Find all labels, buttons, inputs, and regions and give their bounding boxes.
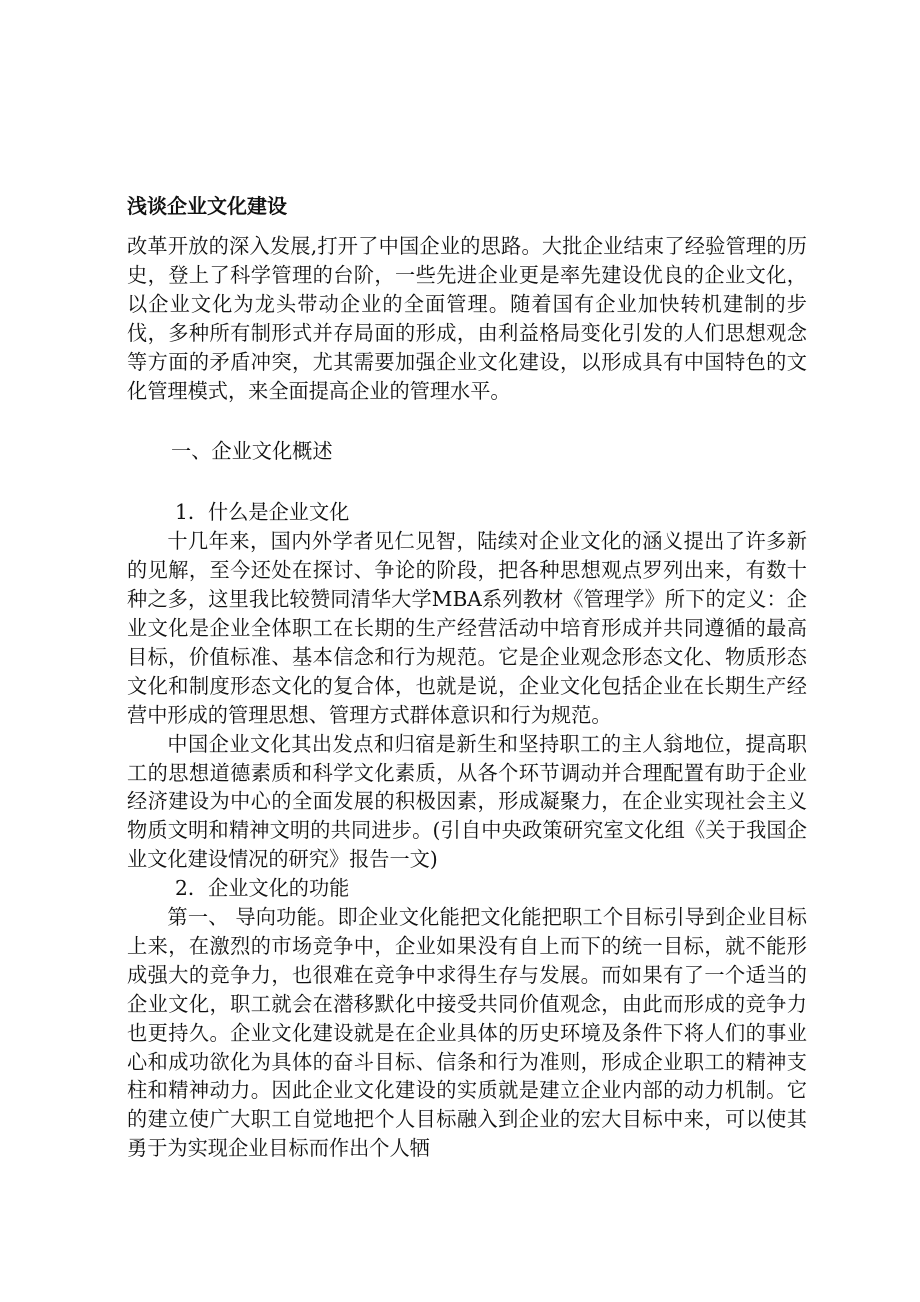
subsection-heading-functions: 2．企业文化的功能: [175, 876, 350, 901]
section-heading-overview: 一、企业文化概述: [171, 439, 333, 464]
paragraph-definition: 十几年来，国内外学者见仁见智，陆续对企业文化的涵义提出了许多新的见解，至今还处在探讨、争论的阶段，把各种思想观点罗列出来，有数十种之多，这里我比较赞同清华大学MBA系列教材《管理学》所下的定义：企业文化是企业全体职工在长期的生产经营活动中培育形成并共同遵循的最高目标，价值标准、基本信念和行为规范。它是企业观念形态文化、物质形态文化和制度形态文化的复合体，也就是说，企业文化包括企业在长期生产经营中形成的管理思想、管理方式群体意识和行为规范。: [127, 529, 807, 727]
subsection-heading-definition: 1．什么是企业文化: [175, 500, 350, 525]
intro-paragraph: 改革开放的深入发展,打开了中国企业的思路。大批企业结束了经验管理的历史，登上了科学管理的台阶，一些先进企业更是率先建设优良的企业文化，以企业文化为龙头带动企业的全面管理。随着国有企业加快转机建制的步伐，多种所有制形式并存局面的形成，由利益格局变化引发的人们思想观念等方面的矛盾冲突，尤其需要加强企业文化建设，以形成具有中国特色的文化管理模式，来全面提高企业的管理水平。: [127, 234, 807, 403]
paragraph-guidance-function: 第一、 导向功能。即企业文化能把文化能把职工个目标引导到企业目标上来，在激烈的市场竞争中，企业如果没有自上而下的统一目标，就不能形成强大的竞争力，也很难在竞争中求得生存与发展。而如果有了一个适当的企业文化，职工就会在潜移默化中接受共同价值观念，由此而形成的竞争力也更持久。企业文化建设就是在企业具体的历史环境及条件下将人们的事业心和成功欲化为具体的奋斗目标、信条和行为准则，形成企业职工的精神支柱和精神动力。因此企业文化建设的实质就是建立企业内部的动力机制。它的建立使广大职工自觉地把个人目标融入到企业的宏大目标中来，可以使其勇于为实现企业目标而作出个人牺: [127, 905, 807, 1161]
document-title: 浅谈企业文化建设: [127, 194, 287, 218]
document-page: [127, 192, 807, 1163]
paragraph-origin: 中国企业文化其出发点和归宿是新生和坚持职工的主人翁地位，提高职工的思想道德素质和科学文化素质，从各个环节调动并合理配置有助于企业经济建设为中心的全面发展的积极因素，形成凝聚力，在企业实现社会主义物质文明和精神文明的共同进步。(引自中央政策研究室文化组《关于我国企业文化建设情况的研究》报告一文): [127, 731, 807, 872]
